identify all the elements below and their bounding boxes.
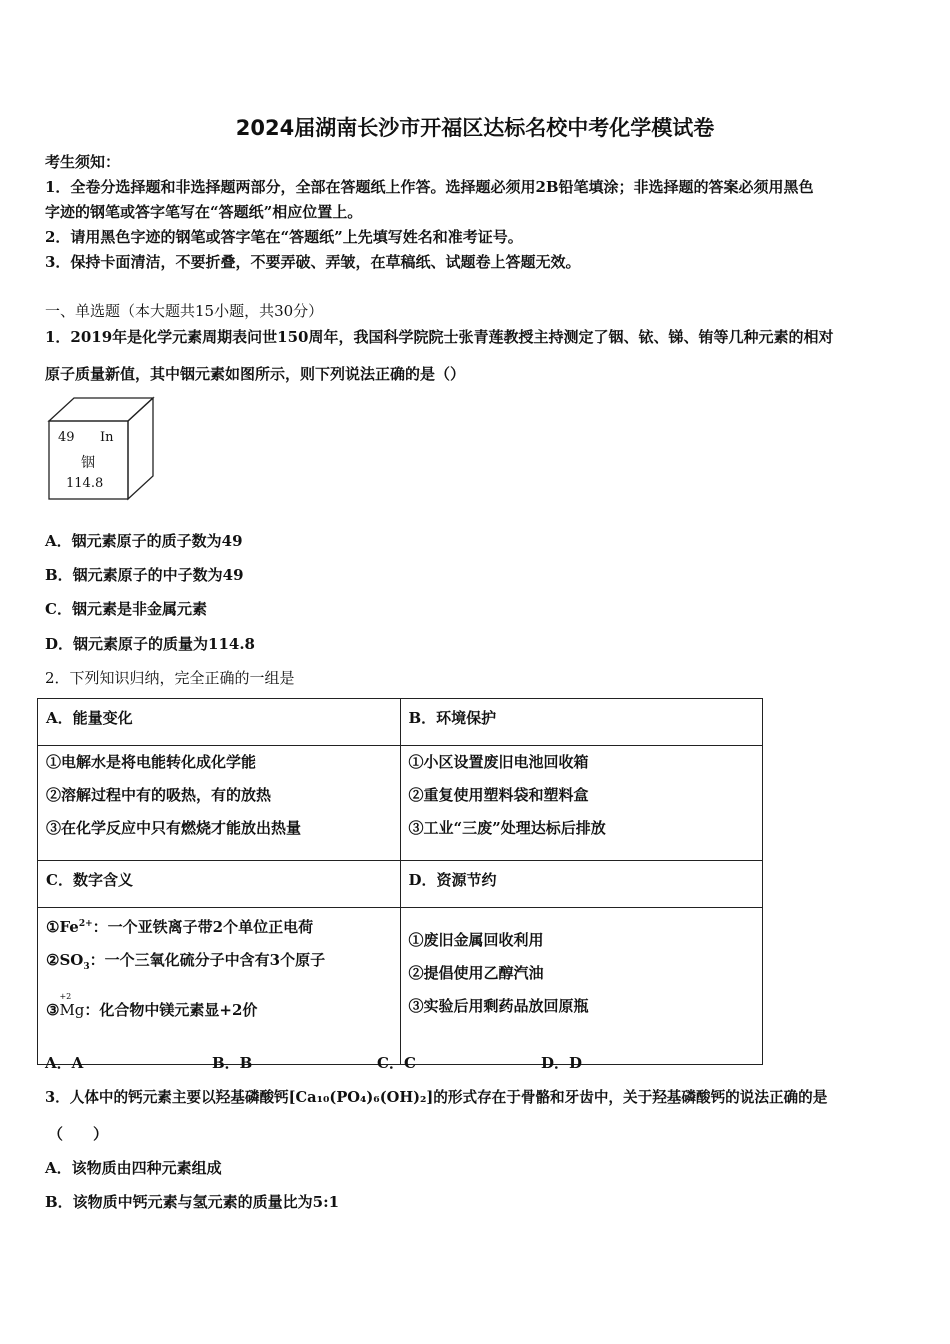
notice-item: 2．请用黑色字迹的钢笔或答字笔在“答题纸”上先填写姓名和准考证号。 — [45, 228, 523, 246]
element-mass: 114.8 — [66, 476, 104, 491]
q3-stem-line2: （ ） — [48, 1125, 109, 1143]
q1-option-a: A．铟元素原子的质子数为49 — [45, 532, 243, 550]
table-cell-line: ③在化学反应中只有燃烧才能放出热量 — [46, 819, 302, 837]
table-cell-line — [46, 994, 392, 1027]
table-cell-line: ③实验后用剩药品放回原瓶 — [408, 997, 589, 1015]
q1-option-d: D．铟元素原子的质量为114.8 — [45, 635, 255, 653]
element-name: 铟 — [81, 455, 95, 471]
table-header-b: B．环境保护 — [400, 699, 763, 746]
table-cell-d — [400, 908, 763, 1065]
notice-item: 字迹的钢笔或答字笔写在“答题纸”相应位置上。 — [45, 203, 363, 221]
table-cell-text: ：一个三氧化硫分子中含有3个原子 — [89, 951, 326, 969]
formula-so3: ②SO — [46, 951, 84, 969]
q3-option-b: B．该物质中钙元素与氢元素的质量比为5:1 — [45, 1193, 340, 1211]
formula-fe-ion: ①Fe — [46, 918, 79, 936]
element-atomic-number: 49 — [58, 430, 75, 445]
formula-subscript: 3 — [83, 962, 90, 972]
charge-superscript: 2+ — [78, 919, 93, 929]
table-header-a: A．能量变化 — [38, 699, 401, 746]
q1-stem-line2: 原子质量新值，其中铟元素如图所示，则下列说法正确的是（） — [45, 365, 466, 383]
q2-stem: 2．下列知识归纳，完全正确的一组是 — [45, 669, 295, 687]
table-cell-line: ③工业“三废”处理达标后排放 — [408, 819, 606, 837]
section-heading: 一、单选题（本大题共15小题，共30分） — [45, 302, 324, 320]
knowledge-table — [37, 698, 763, 1065]
table-cell-line: ②重复使用塑料袋和塑料盒 — [408, 786, 589, 804]
notice-heading: 考生须知： — [45, 153, 121, 171]
table-cell-line: ①电解水是将电能转化成化学能 — [46, 753, 257, 771]
element-symbol: In — [100, 430, 114, 445]
q2-choice-d: D．D — [541, 1054, 583, 1072]
q1-option-c: C．铟元素是非金属元素 — [45, 600, 207, 618]
q3-option-a: A．该物质由四种元素组成 — [45, 1159, 222, 1177]
table-cell-line — [46, 944, 392, 984]
element-symbol-mg: Mg — [59, 1001, 85, 1019]
table-cell-line: ②提倡使用乙醇汽油 — [408, 964, 544, 982]
valence-superscript: +2 — [59, 992, 72, 1001]
q2-choice-b: B．B — [212, 1054, 253, 1072]
q2-choice-a: A．A — [45, 1054, 84, 1072]
table-cell-text: ：化合物中镁元素显+2价 — [84, 1001, 258, 1019]
table-cell-line — [46, 908, 392, 944]
table-cell-c — [38, 908, 401, 1065]
table-cell-text: ：一个亚铁离子带2个单位正电荷 — [92, 918, 314, 936]
notice-item: 3．保持卡面清洁，不要折叠，不要弄破、弄皱，在草稿纸、试题卷上答题无效。 — [45, 253, 581, 271]
table-cell-line: ②溶解过程中有的吸热，有的放热 — [46, 786, 272, 804]
table-cell-a — [38, 746, 401, 861]
q1-stem-line1: 1．2019年是化学元素周期表问世150周年，我国科学院院士张青莲教授主持测定了铟、铱、锑、铕等几种元素的相对 — [45, 328, 834, 346]
circled-number: ③ — [46, 1001, 60, 1019]
q1-option-b: B．铟元素原子的中子数为49 — [45, 566, 244, 584]
notice-item: 1．全卷分选择题和非选择题两部分，全部在答题纸上作答。选择题必须用2B铅笔填涂；非选择题的答案必须用黑色 — [45, 178, 814, 196]
formula-mg-valence — [59, 994, 84, 1027]
table-cell-b — [400, 746, 763, 861]
q3-stem-line1: 3．人体中的钙元素主要以羟基磷酸钙[Ca₁₀(PO₄)₆(OH)₂]的形式存在于骨骼和牙齿中，关于羟基磷酸钙的说法正确的是 — [45, 1089, 828, 1106]
page-title: 2024届湖南长沙市开福区达标名校中考化学模试卷 — [235, 116, 715, 140]
table-header-c: C．数字含义 — [38, 861, 401, 908]
table-header-d: D．资源节约 — [400, 861, 763, 908]
q2-choice-c: C．C — [377, 1054, 416, 1072]
table-cell-line: ①废旧金属回收利用 — [408, 931, 544, 949]
table-cell-line: ①小区设置废旧电池回收箱 — [408, 753, 589, 771]
